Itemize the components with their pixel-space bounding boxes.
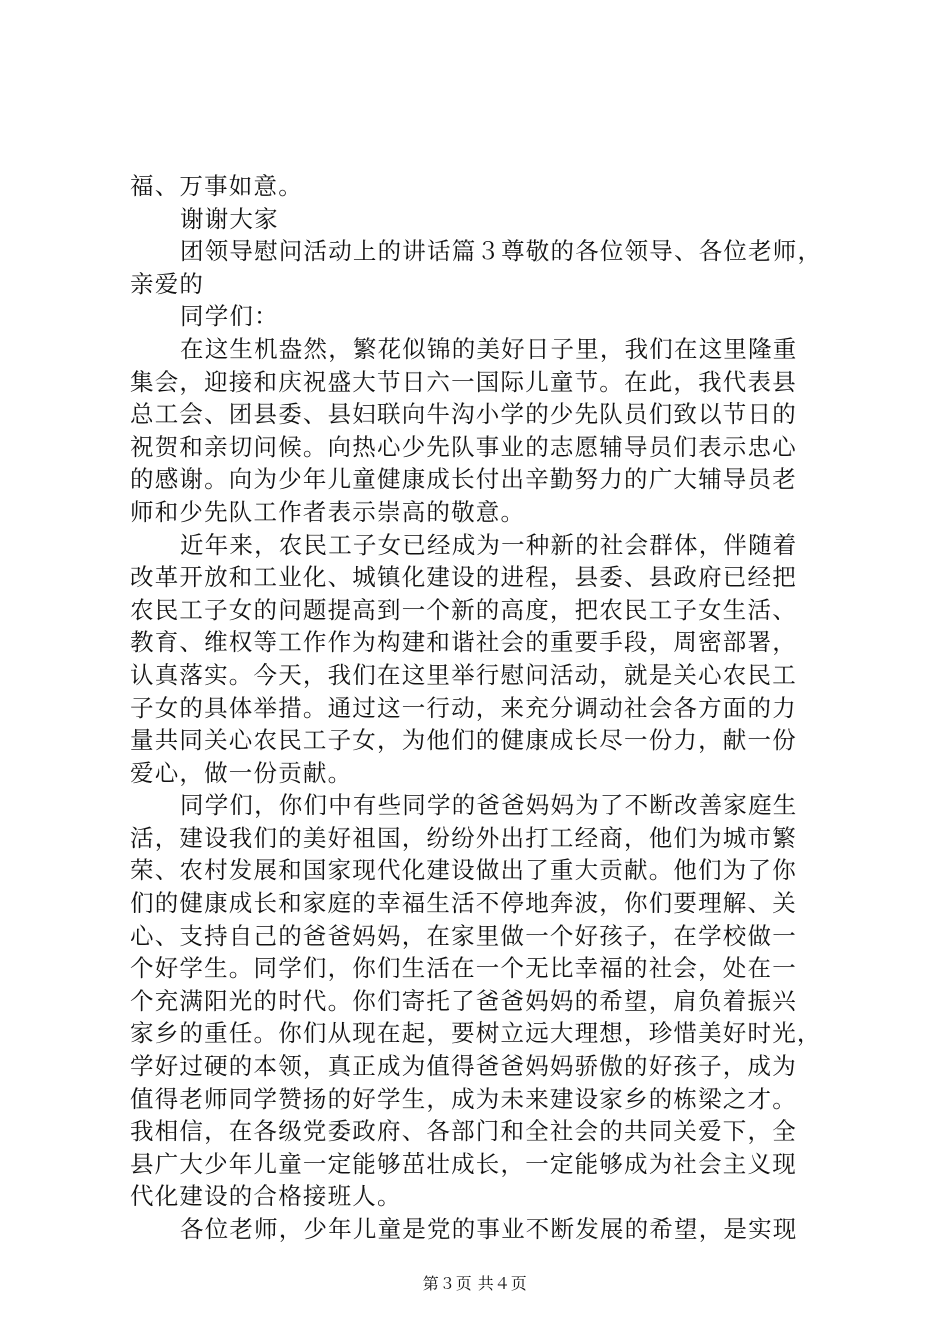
text-line: 祝贺和亲切问候。向热心少先队事业的志愿辅导员们表示忠心 — [130, 432, 797, 461]
text-line: 爱心，做一份贡献。 — [130, 758, 353, 787]
text-line: 教育、维权等工作作为构建和谐社会的重要手段，周密部署， — [130, 628, 797, 657]
text-line: 集会，迎接和庆祝盛大节日六一国际儿童节。在此，我代表县 — [130, 367, 797, 396]
text-line: 我相信，在各级党委政府、各部门和全社会的共同关爱下，全 — [130, 1117, 797, 1146]
text-line: 值得老师同学赞扬的好学生，成为未来建设家乡的栋梁之才。 — [130, 1084, 797, 1113]
page-footer: 第３页 共４页 — [422, 1274, 528, 1293]
text-line: 师和少先队工作者表示崇高的敬意。 — [130, 497, 526, 526]
body-text — [130, 170, 830, 1246]
text-line: 福、万事如意。 — [130, 172, 303, 200]
text-line: 亲爱的 — [130, 269, 205, 298]
text-line: 量共同关心农民工子女，为他们的健康成长尽一份力，献一份 — [130, 726, 797, 755]
paragraph-heading: 团领导慰问活动上的讲话篇３尊敬的各位领导、各位老师， — [180, 237, 823, 266]
text-line: 认真落实。今天，我们在这里举行慰问活动，就是关心农民工 — [130, 660, 797, 689]
text-line: 同学们，你们中有些同学的爸爸妈妈为了不断改善家庭生 — [180, 791, 798, 820]
text-line: 谢谢大家 — [180, 204, 279, 233]
text-line: 个充满阳光的时代。你们寄托了爸爸妈妈的希望，肩负着振兴 — [130, 986, 797, 1015]
text-line: 家乡的重任。你们从现在起，要树立远大理想，珍惜美好时光， — [130, 1019, 822, 1048]
text-line: 近年来，农民工子女已经成为一种新的社会群体，伴随着 — [180, 530, 798, 559]
text-line: 代化建设的合格接班人。 — [130, 1182, 402, 1211]
text-line: 农民工子女的问题提高到一个新的高度，把农民工子女生活、 — [130, 595, 797, 624]
text-line: 荣、农村发展和国家现代化建设做出了重大贡献。他们为了你 — [130, 856, 797, 885]
text-line: 们的健康成长和家庭的幸福生活不停地奔波，你们要理解、关 — [130, 889, 797, 918]
text-line: 子女的具体举措。通过这一行动，来充分调动社会各方面的力 — [130, 693, 797, 722]
text-line: 的感谢。向为少年儿童健康成长付出辛勤努力的广大辅导员老 — [130, 465, 797, 494]
salutation: 同学们： — [180, 302, 279, 331]
text-line: 改革开放和工业化、城镇化建设的进程，县委、县政府已经把 — [130, 563, 797, 592]
text-line: 总工会、团县委、县妇联向牛沟小学的少先队员们致以节日的 — [130, 400, 797, 429]
text-line: 在这生机盎然，繁花似锦的美好日子里，我们在这里隆重 — [180, 334, 798, 363]
text-line: 心、支持自己的爸爸妈妈，在家里做一个好孩子，在学校做一 — [130, 921, 797, 950]
text-line: 各位老师，少年儿童是党的事业不断发展的希望，是实现 — [180, 1215, 798, 1243]
text-line: 个好学生。同学们，你们生活在一个无比幸福的社会，处在一 — [130, 954, 797, 983]
text-line: 学好过硬的本领，真正成为值得爸爸妈妈骄傲的好孩子，成为 — [130, 1052, 797, 1081]
text-line: 活，建设我们的美好祖国，纷纷外出打工经商，他们为城市繁 — [130, 823, 797, 852]
text-line: 县广大少年儿童一定能够茁壮成长，一定能够成为社会主义现 — [130, 1149, 797, 1178]
